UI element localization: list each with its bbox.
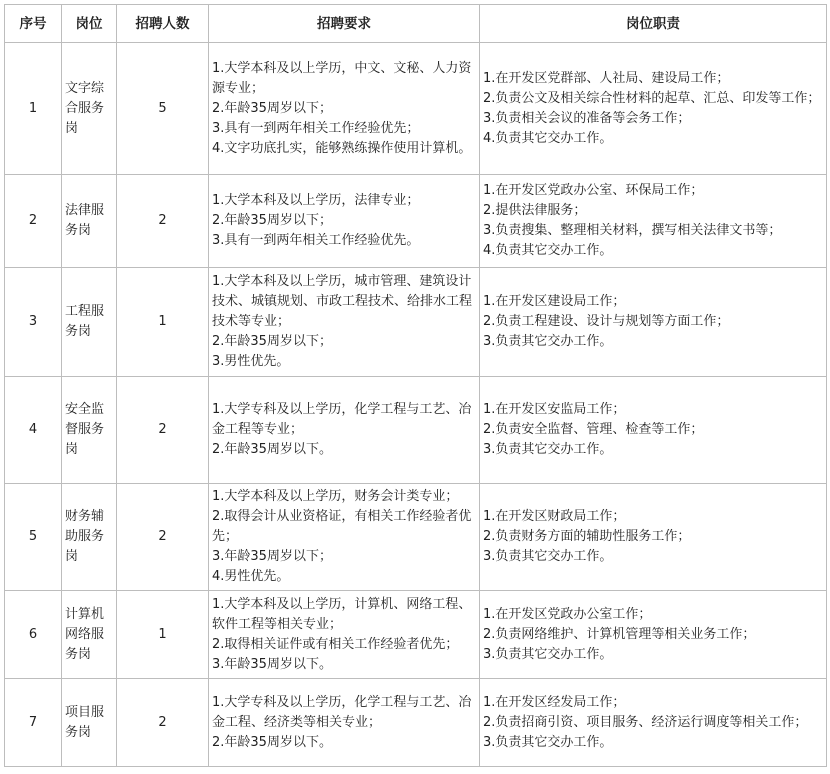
duty-item: 3.负责其它交办工作。 <box>483 646 613 662</box>
position-name: 文字综合服务岗 <box>62 43 117 175</box>
requirement-item: 1.大学本科及以上学历，中文、文秘、人力资源专业； <box>212 60 472 96</box>
requirement-item: 2.年龄35周岁以下。 <box>212 442 332 457</box>
row-number: 4 <box>5 377 62 484</box>
duty-item: 2.负责招商引资、项目服务、经济运行调度等相关工作； <box>483 714 808 730</box>
hire-count: 2 <box>117 484 209 591</box>
requirements-cell <box>209 484 480 591</box>
requirement-item: 3.具有一到两年相关工作经验优先。 <box>212 233 420 248</box>
duty-item: 1.在开发区财政局工作； <box>483 509 626 524</box>
duty-item: 2.负责网络维护、计算机管理等相关业务工作； <box>483 626 756 642</box>
row-number: 3 <box>5 268 62 377</box>
duty-item: 3.负责其它交办工作。 <box>483 549 613 564</box>
position-name: 工程服务岗 <box>62 268 117 377</box>
table-row <box>5 377 827 484</box>
table-row <box>5 175 827 268</box>
recruitment-table <box>4 4 827 767</box>
position-name: 项目服务岗 <box>62 679 117 767</box>
duty-item: 2.负责财务方面的辅助性服务工作； <box>483 529 691 544</box>
requirement-item: 3.具有一到两年相关工作经验优先； <box>212 120 420 136</box>
requirement-item: 4.男性优先。 <box>212 569 290 584</box>
duty-item: 3.负责其它交办工作。 <box>483 734 613 750</box>
duty-item: 3.负责其它交办工作。 <box>483 442 613 457</box>
header-no: 序号 <box>5 5 62 43</box>
hire-count: 2 <box>117 377 209 484</box>
table-row <box>5 679 827 767</box>
requirement-item: 1.大学本科及以上学历，法律专业； <box>212 193 420 208</box>
requirement-item: 1.大学专科及以上学历，化学工程与工艺、冶金工程、经济类等相关专业； <box>212 694 472 730</box>
requirement-item: 3.年龄35周岁以下。 <box>212 656 332 672</box>
requirement-item: 1.大学本科及以上学历，城市管理、建筑设计技术、城镇规划、市政工程技术、给排水工程技术等专业； <box>212 274 473 329</box>
requirement-item: 2.年龄35周岁以下； <box>212 100 332 116</box>
duty-item: 1.在开发区党群部、人社局、建设局工作； <box>483 70 730 86</box>
header-duties: 岗位职责 <box>480 5 827 43</box>
hire-count: 2 <box>117 175 209 268</box>
duties-cell <box>480 591 827 679</box>
requirement-item: 2.年龄35周岁以下。 <box>212 734 332 750</box>
requirement-item: 2.年龄35周岁以下； <box>212 334 332 349</box>
requirements-cell <box>209 175 480 268</box>
duty-item: 1.在开发区建设局工作； <box>483 294 626 309</box>
duties-cell <box>480 484 827 591</box>
duty-item: 4.负责其它交办工作。 <box>483 243 613 258</box>
row-number: 6 <box>5 591 62 679</box>
requirements-cell <box>209 679 480 767</box>
hire-count: 1 <box>117 268 209 377</box>
header-requirements: 招聘要求 <box>209 5 480 43</box>
duty-item: 3.负责搜集、整理相关材料，撰写相关法律文书等； <box>483 223 782 238</box>
table-row <box>5 268 827 377</box>
header-count: 招聘人数 <box>117 5 209 43</box>
table-header-row <box>5 5 827 43</box>
hire-count: 2 <box>117 679 209 767</box>
duties-cell <box>480 679 827 767</box>
requirement-item: 1.大学本科及以上学历，财务会计类专业； <box>212 489 459 504</box>
row-number: 7 <box>5 679 62 767</box>
position-name: 法律服务岗 <box>62 175 117 268</box>
duty-item: 4.负责其它交办工作。 <box>483 130 613 146</box>
duty-item: 2.负责安全监督、管理、检查等工作； <box>483 422 704 437</box>
duty-item: 1.在开发区安监局工作； <box>483 402 626 417</box>
requirement-item: 2.取得相关证件或有相关工作经验者优先； <box>212 636 459 652</box>
requirement-item: 2.年龄35周岁以下； <box>212 213 332 228</box>
duty-item: 3.负责相关会议的准备等会务工作； <box>483 110 691 126</box>
table-row <box>5 43 827 175</box>
duties-cell <box>480 175 827 268</box>
requirement-item: 3.年龄35周岁以下； <box>212 549 332 564</box>
duty-item: 1.在开发区经发局工作； <box>483 694 626 710</box>
requirements-cell <box>209 591 480 679</box>
requirement-item: 3.男性优先。 <box>212 354 290 369</box>
duty-item: 1.在开发区党政办公室工作； <box>483 606 652 622</box>
duty-item: 3.负责其它交办工作。 <box>483 334 613 349</box>
row-number: 1 <box>5 43 62 175</box>
requirements-cell <box>209 377 480 484</box>
requirements-cell <box>209 43 480 175</box>
hire-count: 5 <box>117 43 209 175</box>
table-row <box>5 484 827 591</box>
duty-item: 2.负责工程建设、设计与规划等方面工作； <box>483 314 730 329</box>
duties-cell <box>480 43 827 175</box>
duty-item: 2.提供法律服务； <box>483 203 587 218</box>
position-name: 计算机网络服务岗 <box>62 591 117 679</box>
row-number: 5 <box>5 484 62 591</box>
requirement-item: 1.大学本科及以上学历，计算机、网络工程、软件工程等相关专业； <box>212 596 472 632</box>
duty-item: 1.在开发区党政办公室、环保局工作； <box>483 183 704 198</box>
duties-cell <box>480 268 827 377</box>
duty-item: 2.负责公文及相关综合性材料的起草、汇总、印发等工作； <box>483 90 821 106</box>
header-position: 岗位 <box>62 5 117 43</box>
duties-cell <box>480 377 827 484</box>
row-number: 2 <box>5 175 62 268</box>
position-name: 安全监督服务岗 <box>62 377 117 484</box>
requirement-item: 1.大学专科及以上学历，化学工程与工艺、冶金工程等专业； <box>212 402 472 437</box>
requirement-item: 2.取得会计从业资格证，有相关工作经验者优先； <box>212 509 472 544</box>
table-row <box>5 591 827 679</box>
requirements-cell <box>209 268 480 377</box>
hire-count: 1 <box>117 591 209 679</box>
requirement-item: 4.文字功底扎实，能够熟练操作使用计算机。 <box>212 140 472 156</box>
position-name: 财务辅助服务岗 <box>62 484 117 591</box>
